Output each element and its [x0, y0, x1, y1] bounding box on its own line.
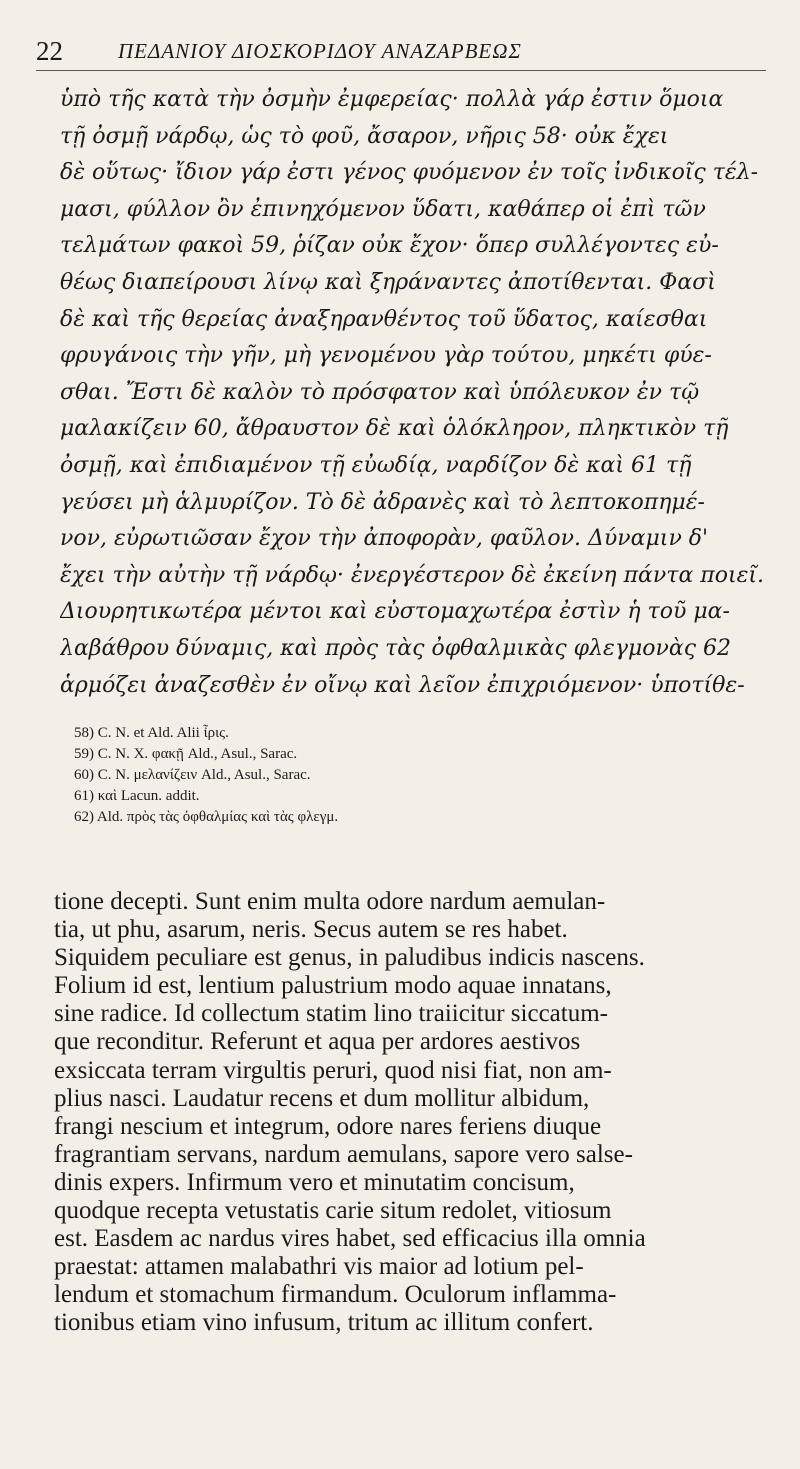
greek-text-line: μασι, φύλλον ὂν ἐπινηχόμενον ὕδατι, καθάπερ οἱ ἐπὶ τῶν — [60, 196, 706, 222]
latin-text-line: est. Easdem ac nardus vires habet, sed efficacius illa omnia — [54, 1225, 646, 1253]
latin-text-line: Siquidem peculiare est genus, in paludibus indicis nascens. — [54, 944, 645, 972]
greek-text-line: ἔχει τὴν αὐτὴν τῇ νάρδῳ· ἐνεργέστερον δὲ ἐκείνη πάντα ποιεῖ. — [60, 562, 765, 588]
latin-text-line: dinis expers. Infirmum vero et minutatim concisum, — [54, 1168, 575, 1196]
latin-text-line: frangi nescium et integrum, odore nares feriens diuque — [54, 1112, 602, 1140]
latin-text-line: que reconditur. Referunt et aqua per ardores aestivos — [54, 1028, 581, 1056]
greek-text-block — [60, 82, 765, 704]
latin-text-line: sine radice. Id collectum statim lino traiicitur siccatum- — [54, 1000, 608, 1028]
greek-text-line: τῇ ὀσμῇ νάρδῳ, ὡς τὸ φοῦ, ἄσαρον, νῆρις 58· οὐκ ἔχει — [60, 123, 669, 149]
greek-text-line: θέως διαπείρουσι λίνῳ καὶ ξηράναντες ἀποτίθενται. Φασὶ — [60, 269, 716, 295]
greek-text-line: σθαι. Ἔστι δὲ καλὸν τὸ πρόσφατον καὶ ὑπόλευκον ἐν τῷ — [60, 379, 700, 405]
greek-text-line: λαβάθρου δύναμις, καὶ πρὸς τὰς ὀφθαλμικὰς φλεγμονὰς 62 — [60, 635, 732, 661]
greek-text-line: ἁρμόζει ἀναζεσθὲν ἐν οἴνῳ καὶ λεῖον ἐπιχριόμενον· ὑποτίθε- — [60, 672, 745, 698]
footnote-line: 61) καὶ Lacun. addit. — [74, 788, 200, 804]
footnote-line: 59) C. N. X. φακῇ Ald., Asul., Sarac. — [74, 746, 298, 762]
latin-text-line: fragrantiam servans, nardum aemulans, sapore vero salse- — [54, 1140, 633, 1168]
greek-text-line: νον, εὐρωτιῶσαν ἔχον τὴν ἀποφορὰν, φαῦλον. Δύναμιν δ' — [60, 526, 709, 552]
latin-text-line: exsiccata terram virgultis peruri, quod nisi fiat, non am- — [54, 1056, 612, 1084]
footnote-line: 62) Ald. πρὸς τὰς ὀφθαλμίας καὶ τὰς φλεγμ. — [74, 809, 339, 825]
latin-text-line: lendum et stomachum firmandum. Oculorum inflamma- — [54, 1281, 617, 1309]
greek-text-line: Διουρητικωτέρα μέντοι καὶ εὐστομαχωτέρα ἐστὶν ἡ τοῦ μα- — [60, 599, 730, 625]
footnote-line: 58) C. N. et Ald. Alii ἶρις. — [74, 725, 229, 741]
latin-text-line: plius nasci. Laudatur recens et dum mollitur albidum, — [54, 1084, 590, 1112]
greek-text-line: ὀσμῇ, καὶ ἐπιδιαμένον τῇ εὐωδίᾳ, ναρδίζον δὲ καὶ 61 τῇ — [60, 452, 692, 478]
latin-text-line: tione decepti. Sunt enim multa odore nardum aemulan- — [54, 888, 606, 915]
greek-text-line: γεύσει μὴ ἁλμυρίζον. Τὸ δὲ ἀδρανὲς καὶ τὸ λεπτοκοπημέ- — [60, 489, 705, 515]
greek-text-line: δὲ καὶ τῆς θερείας ἀναξηρανθέντος τοῦ ὕδατος, καίεσθαι — [60, 306, 708, 332]
latin-translation-block — [54, 888, 764, 1338]
footnote-line: 60) C. N. μελανίζειν Ald., Asul., Sarac. — [74, 767, 311, 783]
running-head: ΠΕΔΑΝΙΟΥ ΔΙΟΣΚΟΡΙΔΟΥ ΑΝΑΖΑΡΒΕΩΣ — [118, 39, 522, 63]
latin-text-line: praestat: attamen malabathri vis maior ad lotium pel- — [54, 1253, 584, 1281]
greek-text-line: μαλακίζειν 60, ἄθραυστον δὲ καὶ ὁλόκληρον, πληκτικὸν τῇ — [60, 416, 729, 442]
page-header — [36, 34, 766, 71]
greek-text-line: φρυγάνοις τὴν γῆν, μὴ γενομένου γὰρ τούτου, μηκέτι φύε- — [60, 343, 712, 369]
greek-text-line: ὑπὸ τῆς κατὰ τὴν ὀσμὴν ἐμφερείας· πολλὰ γάρ ἐστιν ὅμοια — [60, 87, 724, 112]
page-number: 22 — [36, 36, 63, 66]
greek-text-line: τελμάτων φακοὶ 59, ῥίζαν οὐκ ἔχον· ὅπερ συλλέγοντες εὐ- — [60, 233, 719, 259]
latin-text-line: tia, ut phu, asarum, neris. Secus autem se res habet. — [54, 916, 568, 944]
footnotes-block — [74, 723, 764, 828]
greek-text-line: δὲ οὕτως· ἴδιον γάρ ἐστι γένος φυόμενον ἐν τοῖς ἰνδικοῖς τέλ- — [60, 160, 759, 186]
latin-text-line: quodque recepta vetustatis carie situm redolet, vitiosum — [54, 1197, 612, 1225]
latin-text-line: Folium id est, lentium palustrium modo aquae innatans, — [54, 972, 612, 1000]
latin-text-line: tionibus etiam vino infusum, tritum ac illitum confert. — [54, 1309, 594, 1337]
